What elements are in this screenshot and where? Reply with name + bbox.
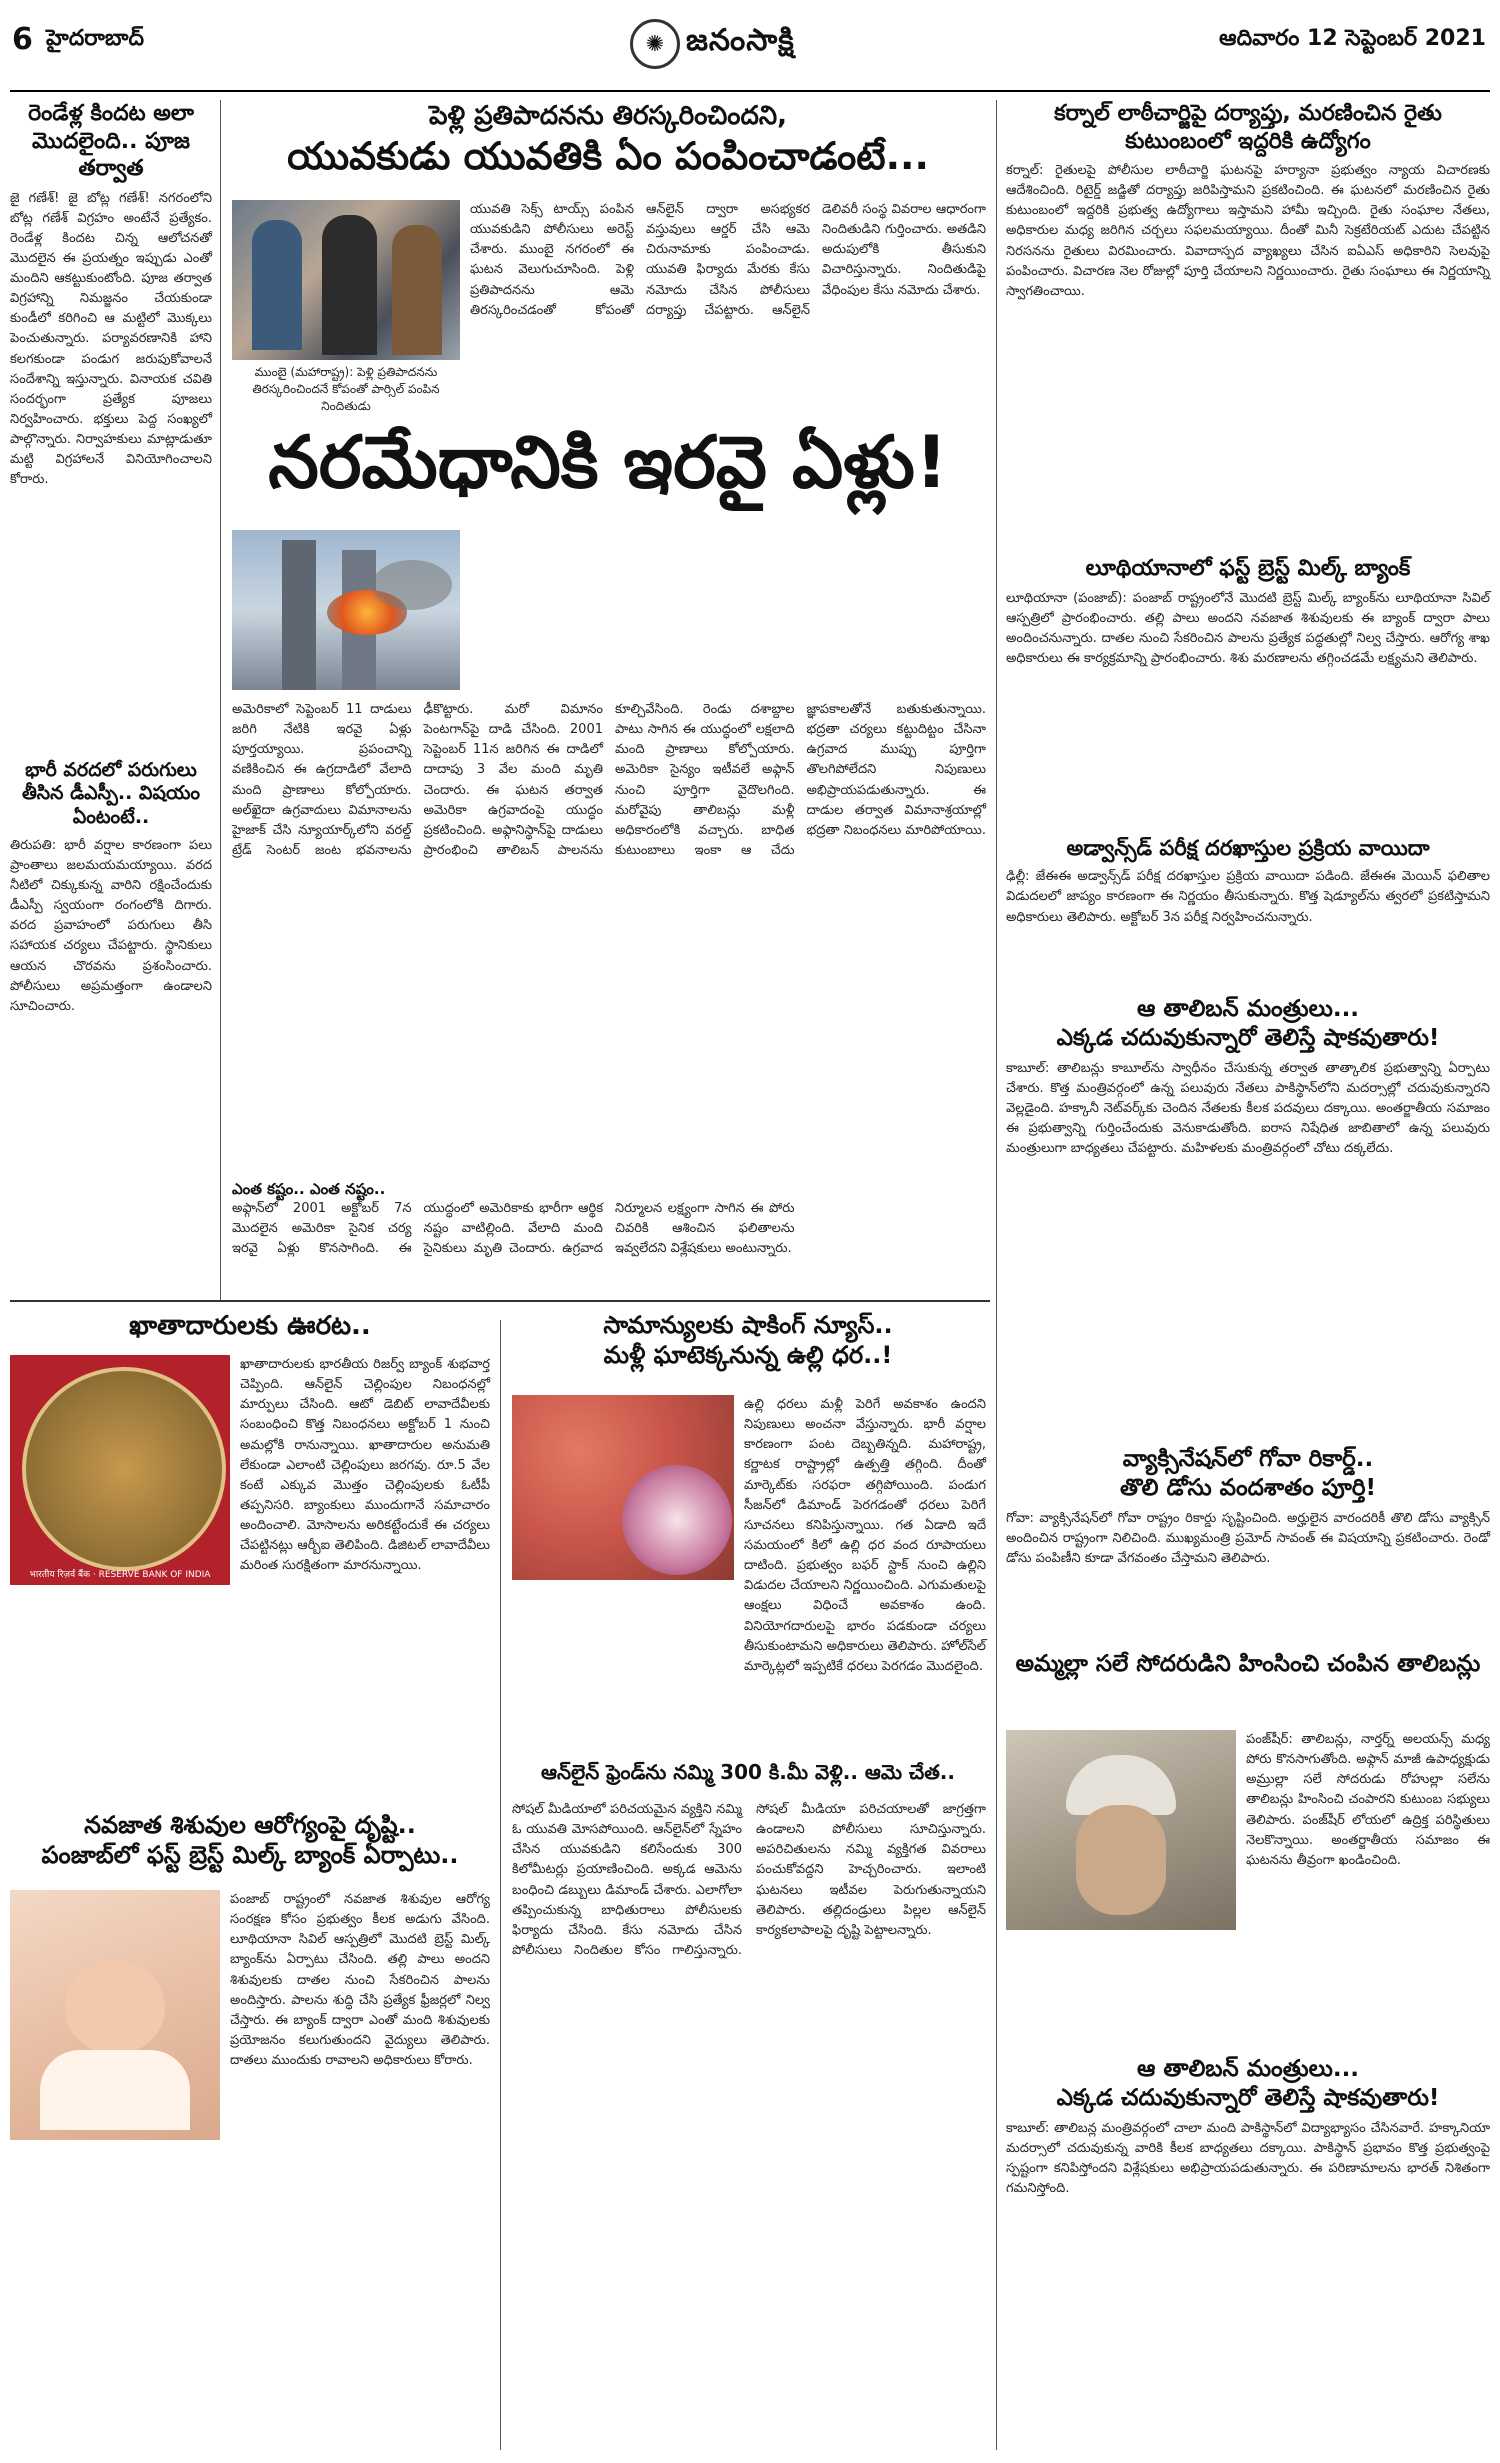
headline: అమ్మల్లా సలే సోదరుడిని హింసించి చంపిన తాలిబన్లు bbox=[1015, 1651, 1481, 1677]
article-taliban-ministers bbox=[1006, 995, 1490, 1435]
headline: ఎక్కడ చదువుకున్నారో తెలిస్తే షాకవుతారు! bbox=[1056, 2084, 1440, 2111]
photo-caption: ముంబై (మహారాష్ట్ర): పెళ్లి ప్రతిపాదనను తిరస్కరించిందనే కోపంతో పార్సిల్ పంపిన నిందితుడు bbox=[252, 365, 440, 413]
headline: లూథియానాలో ఫస్ట్ బ్రెస్ట్ మిల్క్ బ్యాంక్ bbox=[1085, 556, 1411, 581]
blanket-shape bbox=[40, 2050, 190, 2130]
figure-shape bbox=[322, 215, 377, 355]
article-body: కర్నాల్: రైతులపై పోలీసుల లాఠీచార్జి ఘటనపై హర్యానా ప్రభుత్వం న్యాయ విచారణకు ఆదేశించింది. రిటైర్డ్ జడ్జితో దర్యాప్తు జరిపిస్తామని ప్రకటించింది. ఈ ఘటనలో మరణించిన రైతు కుటుంబంలో ఇద్దరికి ప్రభుత్వ ఉద్యోగాలు ఇస్తామని హామీ ఇచ్చింది. రైతు సంఘాల నేతలు, అధికారుల మధ్య జరిగిన చర్చలు సఫలమయ్యాయి. దీంతో మినీ సెక్రటేరియట్ ఎదుట చేపట్టిన నిరసనను రైతులు విరమించారు. వివాదాస్పద వ్యాఖ్యలు చేసిన ఐఏఎస్ అధికారిని సెలవుపై పంపించారు. విచారణ నెల రోజుల్లో పూర్తి చేయాలని నిర్ణయించారు. రైతు సంఘాలు ఈ నిర్ణయాన్ని స్వాగతించాయి. bbox=[1006, 163, 1490, 299]
headline: ఆ తాలిబన్ మంత్రులు... bbox=[1136, 996, 1360, 1022]
article-body: ఖాతాదారులకు భారతీయ రిజర్వ్ బ్యాంక్ శుభవార్త చెప్పింది. ఆన్‌లైన్ చెల్లింపుల నిబంధనల్లో మార్పులు చేసింది. ఆటో డెబిట్ లావాదేవీలకు సంబంధించి కొత్త నిబంధనలు అక్టోబర్ 1 నుంచి అమల్లోకి రానున్నాయి. ఖాతాదారుల అనుమతి లేకుండా ఎలాంటి చెల్లింపులు జరగవు. రూ.5 వేల కంటే ఎక్కువ మొత్తం చెల్లింపులకు ఓటీపీ తప్పనిసరి. బ్యాంకులు ముందుగానే సమాచారం అందించాలి. మోసాలను అరికట్టేందుకే ఈ చర్యలు చేపట్టినట్లు ఆర్బీఐ తెలిపింది. డిజిటల్ లావాదేవీలు మరింత సురక్షితంగా మారనున్నాయి. bbox=[240, 1357, 490, 1574]
headline: నవజాత శిశువుల ఆరోగ్యంపై దృష్టి.. bbox=[84, 1811, 416, 1839]
article-karnal bbox=[1006, 100, 1490, 540]
rbi-seal-photo bbox=[10, 1355, 230, 1585]
article-body: ఉల్లి ధరలు మళ్లీ పెరిగే అవకాశం ఉందని నిపుణులు అంచనా వేస్తున్నారు. భారీ వర్షాల కారణంగా పంట దెబ్బతిన్నది. మహారాష్ట్ర, కర్ణాటక రాష్ట్రాల్లో ఉత్పత్తి తగ్గింది. దీంతో మార్కెట్‌కు సరఫరా తగ్గిపోయింది. పండుగ సీజన్‌లో డిమాండ్ పెరగడంతో ధరలు పెరిగే సూచనలు కనిపిస్తున్నాయి. గత ఏడాది ఇదే సమయంలో కిలో ఉల్లి ధర వంద రూపాయలు దాటింది. ప్రభుత్వం బఫర్ స్టాక్ నుంచి ఉల్లిని విడుదల చేయాలని నిర్ణయించింది. ఎగుమతులపై ఆంక్షలు విధించే అవకాశం ఉంది. వినియోగదారులపై భారం పడకుండా చర్యలు తీసుకుంటామని అధికారులు తెలిపారు. హోల్‌సేల్ మార్కెట్లలో ఇప్పటికే ధరలు పెరగడం మొదలైంది. bbox=[744, 1397, 986, 1674]
article-body: లూథియానా (పంజాబ్): పంజాబ్ రాష్ట్రంలోనే మొదటి బ్రెస్ట్ మిల్క్ బ్యాంక్‌ను లూథియానా సివిల్ ఆస్పత్రిలో ప్రారంభించారు. తల్లి పాలు అందని నవజాత శిశువులకు ఈ బ్యాంక్ ద్వారా పాలు అందించనున్నారు. దాతల నుంచి సేకరించిన పాలను ప్రత్యేక పద్ధతుల్లో నిల్వ చేస్తారు. ఆరోగ్య శాఖ అధికారులు ఈ కార్యక్రమాన్ని ప్రారంభించారు. శిశు మరణాలను తగ్గించడమే లక్ష్యమని తెలిపారు. bbox=[1006, 590, 1490, 666]
headline: భారీ వరదలో పరుగులు తీసిన డీఎస్పీ.. విషయం ఏంటంటే.. bbox=[21, 758, 201, 828]
saleh-photo bbox=[1006, 1730, 1236, 1930]
twin-towers-photo bbox=[232, 530, 460, 690]
arrest-photo bbox=[232, 200, 460, 360]
cut-onion-shape bbox=[622, 1465, 732, 1575]
headline: ఖాతాదారులకు ఊరట.. bbox=[129, 1311, 371, 1341]
column-rule bbox=[220, 100, 221, 1300]
logo-text: జనంసాక్షి bbox=[686, 23, 795, 58]
figure-shape bbox=[392, 225, 442, 355]
column-rule bbox=[996, 100, 997, 2450]
article-body: పంజ్‌షీర్: తాలిబన్లు, నార్తర్న్ అలయన్స్ మధ్య పోరు కొనసాగుతోంది. అఫ్గాన్ మాజీ ఉపాధ్యక్షుడు అమ్రుల్లా సలే సోదరుడు రోహుల్లా సలేను తాలిబన్లు హింసించి చంపారని కుటుంబ సభ్యులు తెలిపారు. పంజ్‌షీర్ లోయలో ఉద్రిక్త పరిస్థితులు నెలకొన్నాయి. అంతర్జాతీయ సమాజం ఈ ఘటనను తీవ్రంగా ఖండించింది. bbox=[1246, 1732, 1490, 1868]
article-jee bbox=[1006, 835, 1490, 985]
article-milk-bank bbox=[1006, 555, 1490, 825]
article-goa-vaccination bbox=[1006, 1445, 1490, 1645]
article-body: అఫ్గాన్‌లో 2001 అక్టోబర్ 7న మొదలైన అమెరికా సైనిక చర్య ఇరవై ఏళ్లు కొనసాగింది. ఈ యుద్ధంలో అమెరికాకు భారీగా ఆర్థిక నష్టం వాటిల్లింది. వేలాది మంది సైనికులు మృతి చెందారు. ఉగ్రవాద నిర్మూలన లక్ష్యంగా సాగిన ఈ పోరు చివరికి ఆశించిన ఫలితాలను ఇవ్వలేదని విశ్లేషకులు అంటున్నారు. bbox=[232, 1200, 795, 1257]
article-body: ఢిల్లీ: జేఈఈ అడ్వాన్స్‌డ్ పరీక్ష దరఖాస్తుల ప్రక్రియ వాయిదా పడింది. జేఈఈ మెయిన్ ఫలితాల విడుదలలో జాప్యం కారణంగా ఈ నిర్ణయం తీసుకున్నారు. కొత్త షెడ్యూల్‌ను త్వరలో ప్రకటిస్తామని అధికారులు తెలిపారు. అక్టోబర్ 3న పరీక్ష నిర్వహించనున్నారు. bbox=[1006, 869, 1490, 925]
onion-headline bbox=[510, 1310, 986, 1390]
page-number: 6 bbox=[12, 22, 33, 57]
headline: తొలి డోసు వందశాతం పూర్తి! bbox=[1119, 1474, 1377, 1501]
headline: ఆ తాలిబన్ మంత్రులు... bbox=[1136, 2056, 1360, 2082]
baby-head-shape bbox=[65, 1960, 165, 2055]
face-shape bbox=[1076, 1805, 1166, 1915]
article-body: కాబూల్: తాలిబన్లు కాబూల్‌ను స్వాధీనం చేసుకున్న తర్వాత తాత్కాలిక ప్రభుత్వాన్ని ఏర్పాటు చేశారు. కొత్త మంత్రివర్గంలో ఉన్న పలువురు నేతలు పాకిస్థాన్‌లోని మదర్సాల్లో చదువుకున్నారని వెల్లడైంది. హక్కానీ నెట్‌వర్క్‌కు చెందిన నేతలకు కీలక పదవులు దక్కాయి. అంతర్జాతీయ సమాజం ఈ ప్రభుత్వాన్ని గుర్తించేందుకు వెనుకాడుతోంది. ఐరాస నిషేధిత జాబితాలో ఉన్న పలువురు మంత్రులుగా బాధ్యతలు చేపట్టారు. మహిళలకు మంత్రివర్గంలో చోటు దక్కలేదు. bbox=[1006, 1060, 1490, 1157]
headline: అడ్వాన్స్‌డ్ పరీక్ష దరఖాస్తుల ప్రక్రియ వాయిదా bbox=[1066, 836, 1430, 860]
logo-emblem-icon: ✺ bbox=[630, 19, 680, 69]
article-body: అమెరికాలో సెప్టెంబర్ 11 దాడులు జరిగి నేటికి ఇరవై ఏళ్లు పూర్తయ్యాయి. ప్రపంచాన్ని వణికించిన ఈ ఉగ్రదాడిలో వేలాది మంది ప్రాణాలు కోల్పోయారు. అల్‌ఖైదా ఉగ్రవాదులు విమానాలను హైజాక్ చేసి న్యూయార్క్‌లోని వరల్డ్ ట్రేడ్ సెంటర్ జంట భవనాలను ఢీకొట్టారు. మరో విమానం పెంటగాన్‌పై దాడి చేసింది. 2001 సెప్టెంబర్ 11న జరిగిన ఈ దాడిలో దాదాపు 3 వేల మంది మృతి చెందారు. ఈ ఘటన తర్వాత అమెరికా ఉగ్రవాదంపై యుద్ధం ప్రకటించింది. అఫ్గానిస్థాన్‌పై దాడులు ప్రారంభించి తాలిబన్ పాలనను కూల్చివేసింది. రెండు దశాబ్దాల పాటు సాగిన ఈ యుద్ధంలో లక్షలాది మంది ప్రాణాలు కోల్పోయారు. అమెరికా సైన్యం ఇటీవలే అఫ్గాన్ నుంచి పూర్తిగా వైదొలగింది. మరోవైపు తాలిబన్లు మళ్లీ అధికారంలోకి వచ్చారు. బాధిత కుటుంబాలు ఇంకా ఆ చేదు జ్ఞాపకాలతోనే బతుకుతున్నాయి. భద్రతా చర్యలు కట్టుదిట్టం చేసినా ఉగ్రవాద ముప్పు పూర్తిగా తొలగిపోలేదని నిపుణులు అభిప్రాయపడుతున్నారు. ఈ దాడుల తర్వాత విమానాశ్రయాల్లో భద్రతా నిబంధనలు మారిపోయాయి. bbox=[232, 702, 986, 858]
article-taliban-ministers-repeat bbox=[1006, 2055, 1490, 2445]
rbi-seal-icon bbox=[22, 1367, 226, 1571]
headline: కర్నాల్ లాఠీచార్జిపై దర్యాప్తు, మరణించిన రైతు కుటుంబంలో ఇద్దరికి ఉద్యోగం bbox=[1054, 101, 1442, 154]
headline: వ్యాక్సినేషన్‌లో గోవా రికార్డ్.. bbox=[1122, 1446, 1374, 1472]
column-rule bbox=[500, 1320, 501, 2450]
headline: ఎక్కడ చదువుకున్నారో తెలిస్తే షాకవుతారు! bbox=[1056, 1024, 1440, 1051]
article-left bbox=[10, 100, 212, 1290]
article-saleh-brother bbox=[1006, 1650, 1490, 2050]
article-body: గోవా: వ్యాక్సినేషన్‌లో గోవా రాష్ట్రం రికార్డు సృష్టించింది. అర్హులైన వారందరికీ తొలి డోసు వ్యాక్సిన్ అందించిన రాష్ట్రంగా నిలిచింది. ముఖ్యమంత్రి ప్రమోద్ సావంత్ ఈ విషయాన్ని ప్రకటించారు. రెండో డోసు పంపిణీని కూడా వేగవంతం చేస్తామని తెలిపారు. bbox=[1006, 1510, 1490, 1566]
article-body: యువతి సెక్స్ టాయ్స్ పంపిన యువకుడిని పోలీసులు అరెస్ట్ చేశారు. ముంబై నగరంలో ఈ ఘటన వెలుగుచూసింది. పెళ్లి ప్రతిపాదనను ఆమె తిరస్కరించడంతో కోపంతో ఆన్‌లైన్ ద్వారా అసభ్యకర వస్తువులు ఆర్డర్ చేసి ఆమె చిరునామాకు పంపించాడు. యువతి ఫిర్యాదు మేరకు కేసు నమోదు చేసిన పోలీసులు దర్యాప్తు చేపట్టారు. ఆన్‌లైన్ డెలివరీ సంస్థ వివరాల ఆధారంగా నిందితుడిని గుర్తించారు. అతడిని అదుపులోకి తీసుకుని విచారిస్తున్నారు. నిందితుడిపై వేధింపుల కేసు నమోదు చేశారు. bbox=[470, 202, 986, 318]
sub-article bbox=[232, 1180, 986, 1295]
article-body: తిరుపతి: భారీ వర్షాల కారణంగా పలు ప్రాంతాలు జలమయమయ్యాయి. వరద నీటిలో చిక్కుకున్న వారిని రక్షించేందుకు డీఎస్పీ స్వయంగా రంగంలోకి దిగారు. వరద ప్రవాహంలో పరుగులు తీసి సహాయక చర్యలు చేపట్టారు. స్థానికులు ఆయన చొరవను ప్రశంసించారు. పోలీసులు అప్రమత్తంగా ఉండాలని సూచించారు. bbox=[10, 837, 212, 1014]
onion-photo bbox=[512, 1395, 734, 1580]
article-body: కాబూల్: తాలిబన్ల మంత్రివర్గంలో చాలా మంది పాకిస్థాన్‌లో విద్యాభ్యాసం చేసినవారే. హక్కానియా మదర్సాలో చదువుకున్న వారికి కీలక బాధ్యతలు దక్కాయి. పాకిస్థాన్ ప్రభావం కొత్త ప్రభుత్వంపై స్పష్టంగా కనిపిస్తోందని విశ్లేషకులు అభిప్రాయపడుతున్నారు. ఈ పరిణామాలను భారత్ నిశితంగా గమనిస్తోంది. bbox=[1006, 2120, 1490, 2196]
kicker: పెళ్లి ప్రతిపాదనను తిరస్కరించిందని, bbox=[429, 101, 787, 131]
article-body: పంజాబ్ రాష్ట్రంలో నవజాత శిశువుల ఆరోగ్య సంరక్షణ కోసం ప్రభుత్వం కీలక అడుగు వేసింది. లూథియానా సివిల్ ఆస్పత్రిలో మొదటి బ్రెస్ట్ మిల్క్ బ్యాంక్‌ను ఏర్పాటు చేసింది. తల్లి పాలు అందని శిశువులకు దాతల నుంచి సేకరించిన పాలను అందిస్తారు. పాలను శుద్ధి చేసి ప్రత్యేక ఫ్రీజర్లలో నిల్వ చేస్తారు. ఈ బ్యాంక్ ద్వారా ఎంతో మంది శిశువులకు ప్రయోజనం కలుగుతుందని వైద్యులు తెలిపారు. దాతలు ముందుకు రావాలని అధికారులు కోరారు. bbox=[230, 1892, 490, 2069]
newspaper-logo bbox=[630, 14, 870, 74]
section-rule bbox=[10, 1300, 990, 1302]
issue-date: ఆదివారం 12 సెప్టెంబర్ 2021 bbox=[1219, 26, 1486, 51]
headline: సామాన్యులకు షాకింగ్ న్యూస్.. bbox=[603, 1311, 893, 1339]
smoke-shape bbox=[372, 560, 452, 610]
center-top-headline bbox=[230, 100, 986, 182]
masthead-rule bbox=[10, 90, 1490, 92]
headline: పంజాబ్‌లో ఫస్ట్ బ్రెస్ట్ మిల్క్ బ్యాంక్ ఏర్పాటు.. bbox=[41, 1841, 459, 1869]
headline: ఆన్‌లైన్ ఫ్రెండ్‌ను నమ్మి 300 కి.మీ వెళ్లి.. ఆమె చేత.. bbox=[541, 1760, 955, 1784]
article-body: సోషల్ మీడియాలో పరిచయమైన వ్యక్తిని నమ్మి ఓ యువతి మోసపోయింది. ఆన్‌లైన్‌లో స్నేహం చేసిన యువకుడిని కలిసేందుకు 300 కిలోమీటర్లు ప్రయాణించింది. అక్కడ ఆమెను బంధించి డబ్బులు డిమాండ్ చేశారు. ఎలాగోలా తప్పించుకున్న బాధితురాలు పోలీసులకు ఫిర్యాదు చేసింది. కేసు నమోదు చేసిన పోలీసులు నిందితుల కోసం గాలిస్తున్నారు. సోషల్ మీడియా పరిచయాలతో జాగ్రత్తగా ఉండాలని పోలీసులు సూచిస్తున్నారు. అపరిచితులను నమ్మి వ్యక్తిగత వివరాలు పంచుకోవద్దని హెచ్చరించారు. ఇలాంటి ఘటనలు ఇటీవల పెరుగుతున్నాయని తెలిపారు. తల్లిదండ్రులు పిల్లల ఆన్‌లైన్ కార్యకలాపాలపై దృష్టి పెట్టాలన్నారు. bbox=[512, 1802, 986, 1958]
seal-text: भारतीय रिज़र्व बैंक · RESERVE BANK OF INDIA bbox=[29, 1570, 211, 1580]
figure-shape bbox=[252, 220, 302, 350]
main-headline: నరమేధానికి ఇరవై ఏళ్లు! bbox=[268, 420, 948, 504]
baby-headline bbox=[10, 1810, 490, 1880]
article-body: జై గణేశ్! జై బోట్ల గణేశ్! నగరంలోని బోట్ల గణేశ్ విగ్రహం అంటేనే ప్రత్యేకం. రెండేళ్ల కిందట చిన్న ఆలోచనతో మొదలైన ఈ ప్రయత్నం ఇప్పుడు ఎంతో మందిని ఆకట్టుకుంటోంది. పూజ తర్వాత విగ్రహాన్ని నిమజ్జనం చేయకుండా కుండీలో కరిగించి ఆ మట్టిలో మొక్కలు పెంచుతున్నారు. పర్యావరణానికి హాని కలగకుండా పండుగ జరుపుకోవాలనే సందేశాన్ని ఇస్తున్నారు. వినాయక చవితి సందర్భంగా ప్రత్యేక పూజలు నిర్వహించారు. భక్తులు పెద్ద సంఖ్యలో పాల్గొన్నారు. నిర్వాహకులు మాట్లాడుతూ మట్టి విగ్రహాలనే వినియోగించాలని కోరారు. bbox=[10, 190, 212, 488]
headline: మళ్లీ ఘాటెక్కనున్న ఉల్లి ధర..! bbox=[603, 1341, 893, 1369]
subhead: ఎంత కష్టం.. ఎంత నష్టం.. bbox=[232, 1180, 386, 1198]
headline: యువకుడు యువతికి ఏం పంపించాడంటే... bbox=[287, 133, 929, 178]
tower-shape bbox=[282, 540, 316, 690]
masthead bbox=[0, 0, 1500, 92]
edition-city: హైదరాబాద్ bbox=[46, 26, 144, 51]
headline: రెండేళ్ల కిందట అలా మొదలైంది.. పూజ తర్వాత bbox=[28, 101, 194, 181]
newborn-photo bbox=[10, 1890, 220, 2140]
